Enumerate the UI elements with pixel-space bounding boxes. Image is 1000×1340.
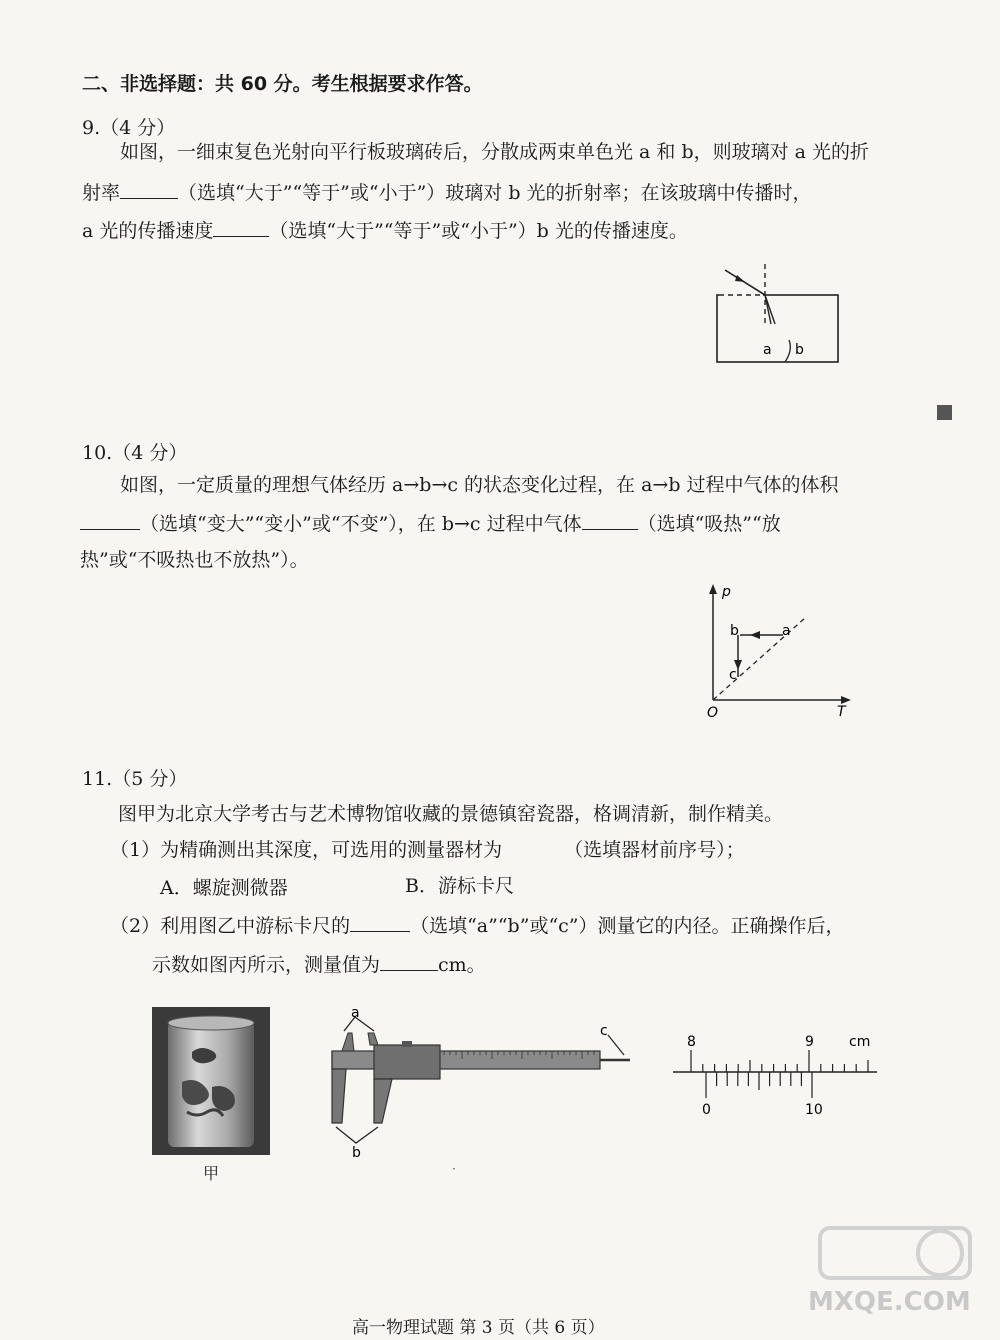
watermark-logo (818, 1222, 978, 1284)
q9-blank-1[interactable] (120, 180, 178, 199)
q11-blank-3[interactable] (380, 952, 438, 971)
origin-label: O (707, 705, 719, 720)
incident-ray (725, 270, 765, 295)
watermark-text: MXQE.COM (808, 1287, 971, 1317)
q11-part2-start: （2）利用图乙中游标卡尺的 (110, 915, 351, 937)
q11-part1-end: （选填器材前序号）； (564, 839, 745, 861)
q9-line2-end: （选填“大于”“等于”或“小于”）玻璃对 b 光的折射率；在该玻璃中传播时， (178, 182, 812, 204)
q9-line3-end: （选填“大于”“等于”或“小于”）b 光的传播速度。 (269, 220, 688, 242)
point-c-label: c (729, 667, 737, 683)
q10-number: 10.（4 分） (82, 442, 188, 464)
q10-blank-1[interactable] (80, 511, 140, 530)
q11-part3 (152, 952, 486, 977)
q9-line3-start: a 光的传播速度 (82, 220, 214, 242)
main-scale-9: 9 (805, 1034, 814, 1050)
vernier-scale-ticks (706, 1072, 812, 1098)
caliper-label-a: a (351, 1005, 360, 1021)
q9-glass-figure (705, 262, 850, 372)
q9-line3 (82, 218, 688, 243)
axis-t-label: T (837, 704, 846, 720)
vernier-scale-figure (665, 1028, 885, 1123)
vernier-slider (374, 1045, 440, 1079)
q11-part2-end: （选填“a”“b”或“c”）测量它的内径。正确操作后， (410, 915, 845, 937)
q10-line1: 如图，一定质量的理想气体经历 a→b→c 的状态变化过程，在 a→b 过程中气体的体积 (120, 474, 839, 496)
main-scale-8: 8 (687, 1034, 696, 1050)
q9-label-a: a (763, 342, 772, 358)
q11-part3-end: cm。 (438, 954, 486, 976)
q11-blank-2[interactable] (350, 913, 410, 932)
q11-part2 (110, 913, 845, 938)
isochore-line (713, 618, 805, 700)
q9-line1: 如图，一细束复色光射向平行板玻璃砖后，分散成两束单色光 a 和 b，则玻璃对 a 光的折 (120, 141, 870, 163)
vernier-caliper-figure (312, 1005, 652, 1160)
q10-line2-end: （选填“吸热”“放 (637, 513, 781, 535)
q9-label-b: b (795, 342, 804, 358)
q11-part1 (110, 838, 745, 862)
q10-blank-2[interactable] (582, 511, 638, 530)
axis-p-label: p (722, 584, 731, 600)
q11-option-b: B．游标卡尺 (405, 875, 514, 897)
porcelain-photo (152, 1007, 270, 1155)
vernier-scale-0: 0 (702, 1102, 711, 1118)
q10-line2-mid: （选填“变大”“变小”或“不变”），在 b→c 过程中气体 (140, 513, 582, 535)
q9-line2-start: 射率 (82, 182, 121, 204)
q11-part1-start: （1）为精确测出其深度，可选用的测量器材为 (110, 839, 503, 861)
scale-unit: cm (849, 1034, 871, 1050)
fig-yi-mark: · (452, 1162, 456, 1176)
section-title: 二、非选择题：共 60 分。考生根据要求作答。 (82, 73, 483, 95)
vernier-scale-10: 10 (805, 1102, 823, 1118)
point-b-label: b (730, 623, 739, 639)
q10-line2 (80, 511, 781, 536)
page-footer: 高一物理试题 第 3 页（共 6 页） (352, 1318, 605, 1338)
incident-arrow (735, 275, 745, 282)
caliper-beam (332, 1051, 600, 1069)
caliper-label-c: c (600, 1023, 608, 1039)
q10-line3: 热”或“不吸热也不放热”）。 (80, 549, 309, 571)
q11-intro: 图甲为北京大学考古与艺术博物馆收藏的景德镇窑瓷器，格调清新，制作精美。 (118, 803, 784, 825)
margin-marker (937, 405, 952, 420)
q11-number: 11.（5 分） (82, 768, 188, 790)
q11-part3-start: 示数如图丙所示，测量值为 (152, 954, 381, 976)
q9-line2 (82, 180, 812, 205)
main-scale-ticks (691, 1050, 868, 1072)
q10-pt-diagram (700, 580, 860, 720)
caliper-label-b: b (352, 1145, 361, 1160)
fig-jia-label: 甲 (203, 1164, 220, 1183)
q11-option-a: A．螺旋测微器 (160, 877, 288, 899)
q9-number: 9.（4 分） (82, 117, 176, 139)
point-a-label: a (782, 623, 791, 639)
q9-blank-2[interactable] (213, 218, 269, 237)
glass-slab (717, 295, 838, 362)
